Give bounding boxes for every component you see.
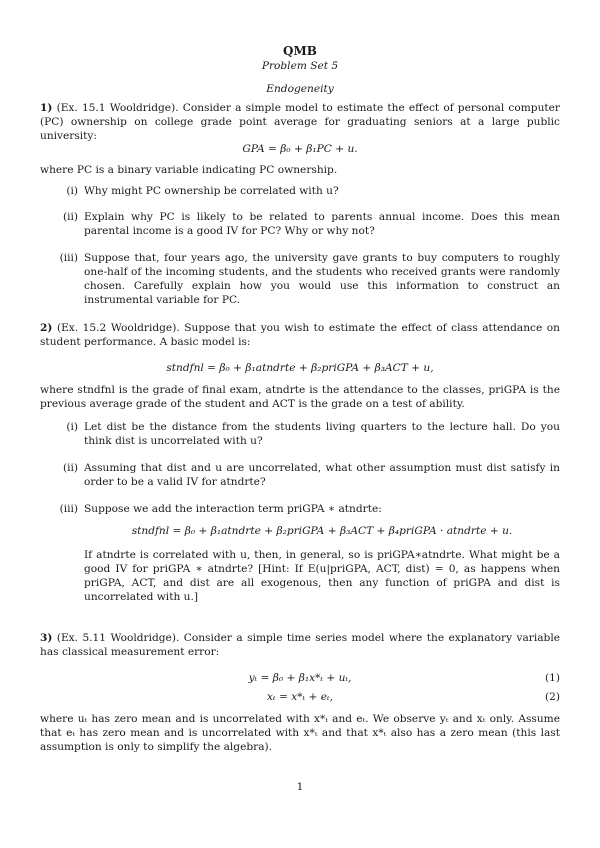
page-number: 1	[296, 781, 304, 793]
q3-intro	[40, 631, 560, 659]
problem-set-subtitle: Problem Set 5	[261, 60, 339, 72]
q2-intro	[40, 321, 560, 349]
q2-item-i-text: Let dist be the distance from the students living quarters to the lecture hall. Do you think dist is uncorrelated with u?	[84, 421, 560, 447]
q1-item-iii-label: (iii)	[59, 252, 78, 264]
q1-number: 1)	[40, 102, 53, 114]
q1-item-ii-label: (ii)	[62, 211, 78, 223]
topic-subtitle: Endogeneity	[266, 83, 334, 95]
q2-item-ii-text: Assuming that dist and u are uncorrelated, what other assumption must dist satisfy in order to be a valid IV for atndrte?	[84, 462, 560, 488]
q1-equation: GPA = β₀ + β₁PC + u.	[242, 143, 358, 155]
q3-after: where uₜ has zero mean and is uncorrelated with x*ₜ and eₜ. We observe yₜ and xₜ only. Assume that eₜ has zero mean and is uncorrelated with x*ₜ and that x*ₜ also has a zero mean (this last assumption is only to simplify the algebra).	[40, 713, 560, 753]
q3-intro-text: (Ex. 5.11 Wooldridge). Consider a simple time series model where the explanatory variable has classical measurement error:	[40, 632, 560, 658]
q2-item-ii-label: (ii)	[62, 462, 78, 474]
q2-item-i-label: (i)	[66, 421, 78, 433]
q1-intro-text: (Ex. 15.1 Wooldridge). Consider a simple model to estimate the effect of personal computer (PC) ownership on college grade point average for graduating seniors at a large public university:	[40, 102, 560, 142]
q2-item-iii-label: (iii)	[59, 503, 78, 515]
q1-item-ii-text: Explain why PC is likely to be related to parents annual income. Does this mean parental income is a good IV for PC? Why or why not?	[84, 211, 560, 237]
q2-intro-text: (Ex. 15.2 Wooldridge). Suppose that you wish to estimate the effect of class attendance on student performance. A basic model is:	[40, 322, 560, 348]
q1-item-i-text: Why might PC ownership be correlated with u?	[84, 185, 339, 197]
q2-after: where stndfnl is the grade of final exam, atndrte is the attendance to the classes, priGPA is the previous average grade of the student and ACT is the grade on a test of ability.	[40, 384, 560, 410]
q3-equation-1-tag: (1)	[544, 672, 560, 684]
q3-equation-2-tag: (2)	[544, 691, 560, 703]
course-title: QMB	[283, 44, 317, 58]
q2-equation-2: stndfnl = β₀ + β₁atndrte + β₂priGPA + β₃ACT + β₄priGPA · atndrte + u.	[131, 525, 513, 537]
q1-item-i-label: (i)	[66, 185, 78, 197]
q3-equation-2: xₜ = x*ₜ + eₜ,	[267, 691, 333, 703]
q3-equation-1: yₜ = β₀ + β₁x*ₜ + uₜ,	[248, 672, 352, 684]
q2-item-iii-cont-text: If atndrte is correlated with u, then, in general, so is priGPA∗atndrte. What might be a good IV for priGPA ∗ atndrte? [Hint: If E(u|priGPA, ACT, dist) = 0, as happens when priGPA, ACT, and dist are all exogenous, then any function of priGPA and dist is uncorrelated with u.]	[84, 549, 560, 603]
q3-number: 3)	[40, 632, 53, 644]
q1-item-iii-text: Suppose that, four years ago, the university gave grants to buy computers to roughly one-half of the incoming students, and the students who received grants were randomly chosen. Carefully explain how you would use this information to construct an instrumental variable for PC.	[84, 252, 560, 306]
q2-equation: stndfnl = β₀ + β₁atndrte + β₂priGPA + β₃ACT + u,	[166, 362, 434, 374]
q2-item-iii-text: Suppose we add the interaction term priGPA ∗ atndrte:	[84, 503, 382, 515]
q1-after: where PC is a binary variable indicating PC ownership.	[40, 164, 338, 176]
q2-number: 2)	[40, 322, 53, 334]
q1-intro	[40, 101, 560, 143]
